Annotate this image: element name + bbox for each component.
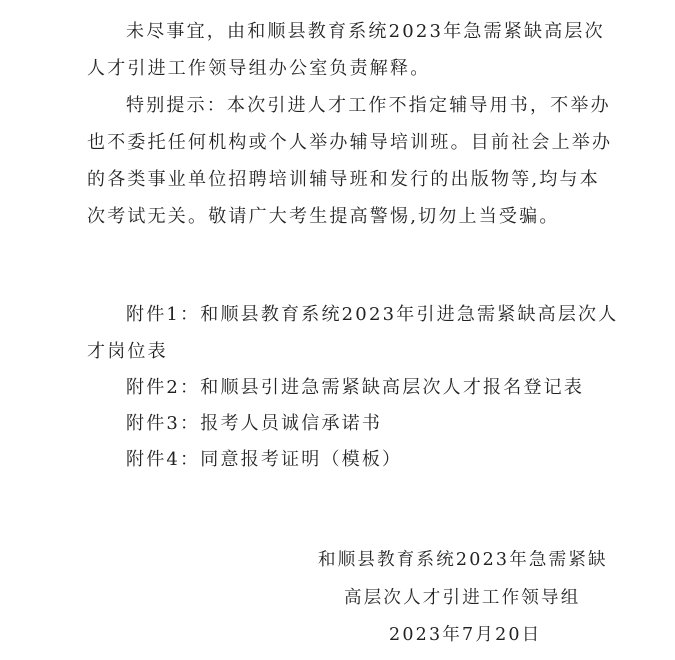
signature-org-line-2: 高层次人才引进工作领导组 <box>344 588 581 608</box>
notice-paragraph-line-4: 次考试无关。敬请广大考生提高警惕,切勿上当受骗。 <box>87 206 560 227</box>
attachment-1-line-1: 附件1：和顺县教育系统2023年引进急需紧缺高层次人 <box>126 304 619 325</box>
attachment-3: 附件3：报考人员诚信承诺书 <box>126 413 383 434</box>
signature-org-line-1: 和顺县教育系统2023年急需紧缺 <box>318 550 608 570</box>
notice-paragraph-line-3: 的各类事业单位招聘培训辅导班和发行的出版物等,均与本 <box>87 169 600 190</box>
notice-paragraph-line-1: 特别提示：本次引进人才工作不指定辅导用书，不举办 <box>126 95 611 116</box>
attachment-1-line-2: 才岗位表 <box>87 341 168 362</box>
signature-date: 2023年7月20日 <box>389 625 542 645</box>
notice-paragraph-line-2: 也不委托任何机构或个人举办辅导培训班。目前社会上举办 <box>87 132 613 153</box>
closing-paragraph-line-1: 未尽事宜，由和顺县教育系统2023年急需紧缺高层次 <box>126 21 605 42</box>
attachment-4: 附件4：同意报考证明（模板） <box>126 449 403 470</box>
closing-paragraph-line-2: 人才引进工作领导组办公室负责解释。 <box>87 58 431 79</box>
attachment-2: 附件2：和顺县引进急需紧缺高层次人才报名登记表 <box>126 377 585 398</box>
